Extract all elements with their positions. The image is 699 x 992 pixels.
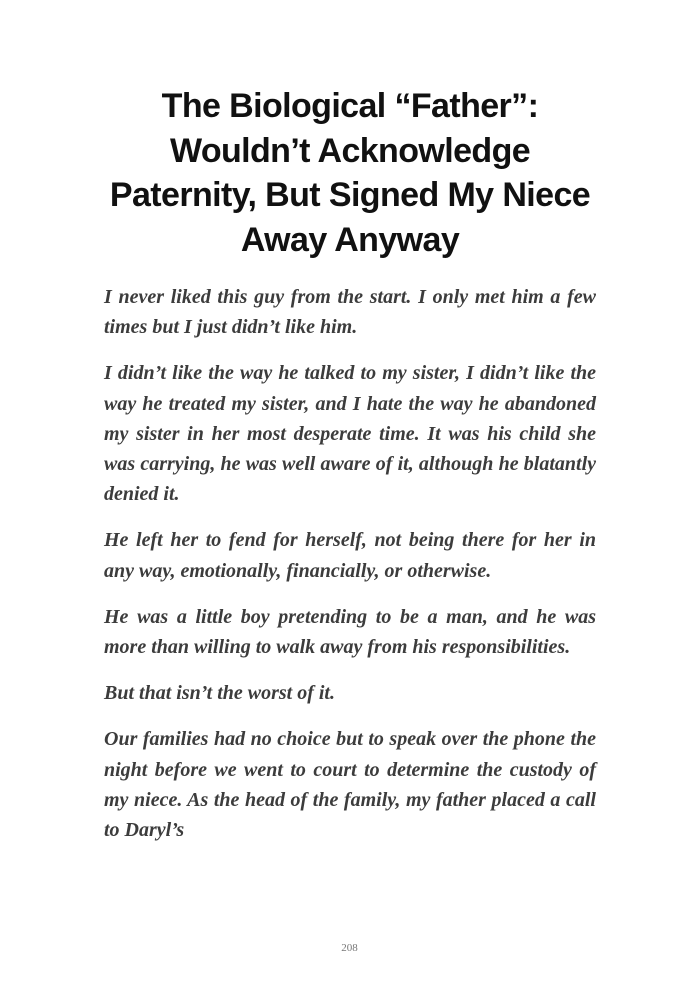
page-number: 208 [341, 942, 358, 954]
paragraph: Our families had no choice but to speak over the phone the night before we went to court to determine the custody of my niece. As the head of the family, my father placed a call to Daryl’s [104, 728, 596, 842]
paragraph: I didn’t like the way he talked to my sister, I didn’t like the way he treated my sister, and I hate the way he abandoned my sister in her most desperate time. It was his child she was carrying, he was well aware of it, although he blatantly denied it. [104, 362, 596, 506]
paragraph: I never liked this guy from the start. I only met him a few times but I just didn’t like him. [104, 286, 596, 339]
paragraph: But that isn’t the worst of it. [104, 682, 335, 705]
paragraph: He left her to fend for herself, not being there for her in any way, emotionally, financially, or otherwise. [104, 529, 596, 582]
paragraph: He was a little boy pretending to be a man, and he was more than willing to walk away from his responsibilities. [104, 605, 596, 659]
chapter-body [104, 282, 596, 861]
chapter-title: The Biological “Father”: Wouldn’t Acknowledge Paternity, But Signed My Niece Away Anyway [109, 87, 591, 259]
